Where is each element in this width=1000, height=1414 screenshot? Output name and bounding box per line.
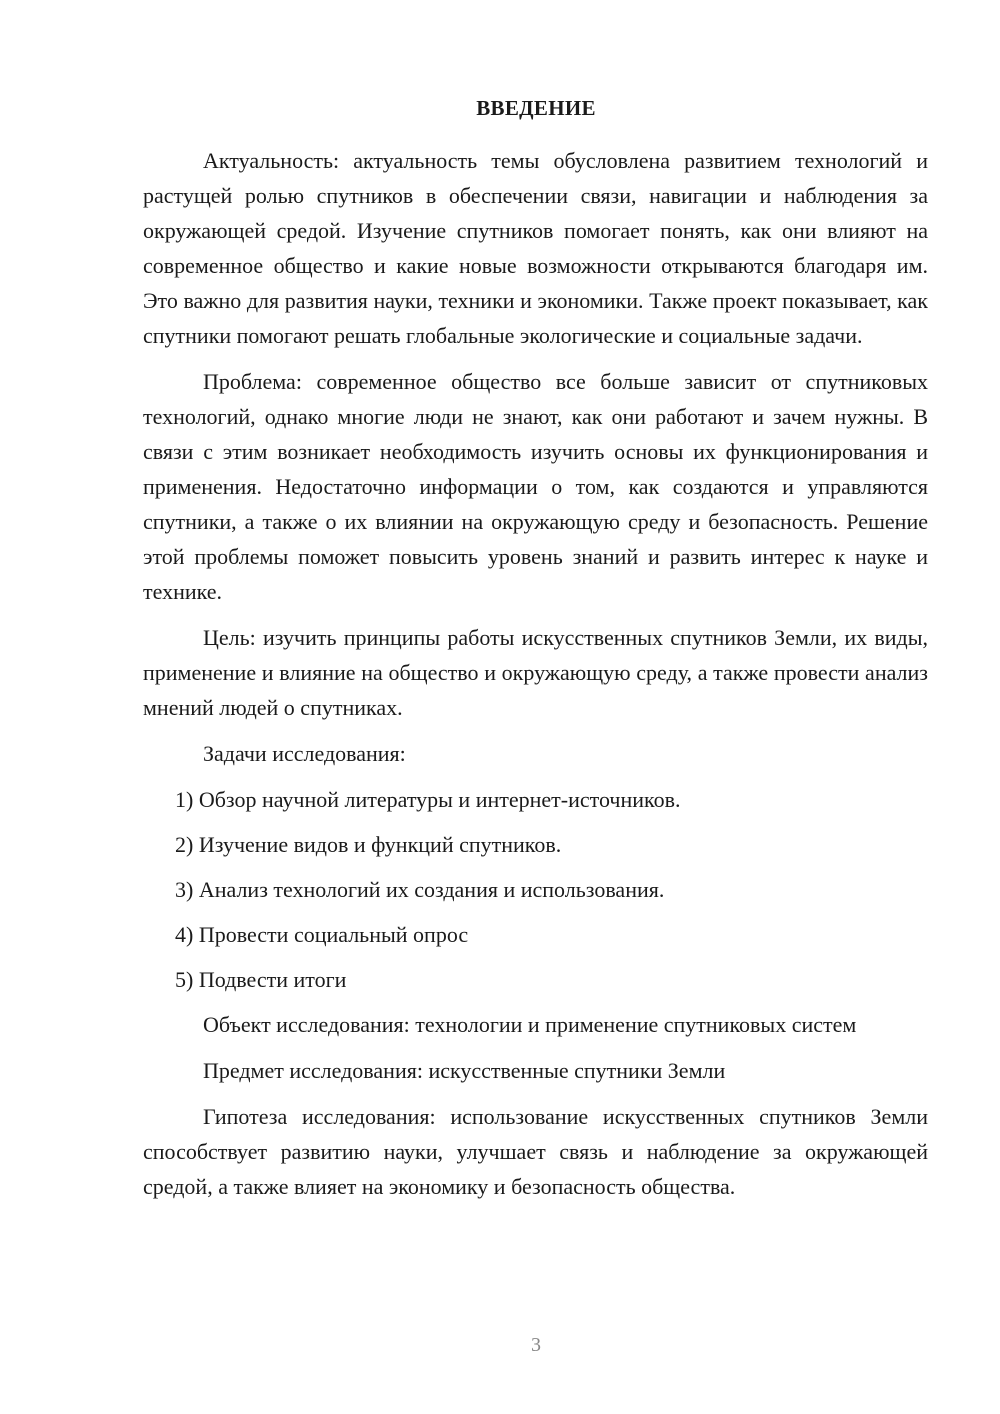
problem-paragraph: Проблема: современное общество все больше зависит от спутниковых технологий, однако многие люди не знают, как они работают и зачем нужны. В связи с этим возникает необходимость изучить основы их функционирования и применения. Недостаточно информации о том, как создаются и управляются спутники, а также о их влиянии на окружающую среду и безопасность. Решение этой проблемы поможет повысить уровень знаний и развить интерес к науке и технике. [143, 369, 928, 604]
page-title: ВВЕДЕНИЕ [476, 96, 596, 120]
page-number: 3 [531, 1334, 541, 1356]
task-item: 5) Подвести итоги [175, 967, 347, 992]
tasks-title: Задачи исследования: [203, 741, 406, 766]
subject-paragraph: Предмет исследования: искусственные спутники Земли [203, 1058, 726, 1083]
relevance-paragraph: Актуальность: актуальность темы обусловлена развитием технологий и растущей ролью спутников в обеспечении связи, навигации и наблюдения за окружающей средой. Изучение спутников помогает понять, как они влияют на современное общество и какие новые возможности открываются благодаря им. Это важно для развития науки, техники и экономики. Также проект показывает, как спутники помогают решать глобальные экологические и социальные задачи. [143, 148, 928, 348]
task-item: 4) Провести социальный опрос [175, 922, 469, 947]
task-item: 1) Обзор научной литературы и интернет-источников. [175, 787, 681, 812]
task-item: 3) Анализ технологий их создания и использования. [175, 877, 665, 902]
hypothesis-paragraph: Гипотеза исследования: использование искусственных спутников Земли способствует развитию науки, улучшает связь и наблюдение за окружающей средой, а также влияет на экономику и безопасность общества. [143, 1104, 928, 1199]
goal-paragraph: Цель: изучить принципы работы искусственных спутников Земли, их виды, применение и влияние на общество и окружающую среду, а также провести анализ мнений людей о спутниках. [143, 625, 928, 720]
document-body [143, 143, 928, 1215]
object-paragraph: Объект исследования: технологии и применение спутниковых систем [203, 1012, 857, 1037]
task-item: 2) Изучение видов и функций спутников. [175, 832, 562, 857]
